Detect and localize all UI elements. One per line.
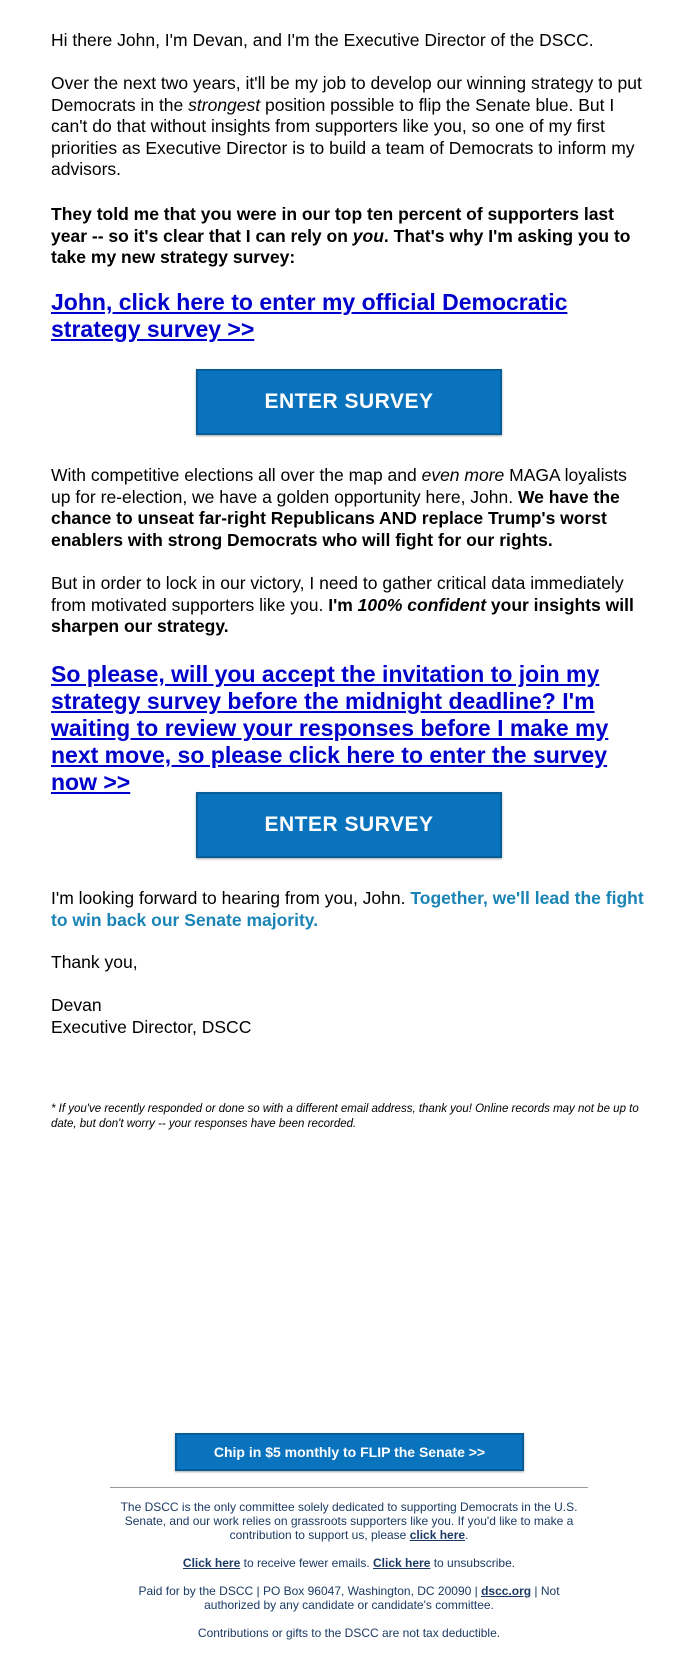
- closing-text: I'm looking forward to hearing from you, John.: [51, 888, 411, 908]
- ask-text-start: They told me that you were in our top ten percent of supporters last year -- so it's clear that I can rely on: [51, 204, 614, 246]
- signature-name: Devan: [51, 995, 102, 1015]
- footer-tax: Contributions or gifts to the DSCC are not tax deductible.: [197, 1626, 501, 1640]
- fewer-emails-text: to receive fewer emails.: [240, 1556, 373, 1570]
- intro-paragraph: [51, 73, 651, 181]
- footer: [110, 1500, 588, 1654]
- enter-survey-button-1[interactable]: ENTER SURVEY: [196, 369, 502, 435]
- greeting-paragraph: Hi there John, I'm Devan, and I'm the Executive Director of the DSCC.: [51, 30, 594, 50]
- data-bold-end: your insights will sharpen our strategy.: [51, 594, 634, 636]
- closing-paragraph: [51, 888, 651, 931]
- footer-about-text: The DSCC is the only committee solely dedicated to supporting Democrats in the U.S. Senate, and our work relies on grassroots supporters like you. If you'd like to make a contribution to support us, please: [120, 1500, 578, 1542]
- fewer-emails-link[interactable]: Click here: [182, 1556, 241, 1570]
- enter-survey-button-2[interactable]: ENTER SURVEY: [196, 792, 502, 858]
- footer-about-end: .: [465, 1528, 469, 1542]
- intro-emphasis: strongest: [188, 94, 261, 115]
- elections-text-start: With competitive elections all over the map and: [51, 465, 422, 485]
- survey-link-2[interactable]: So please, will you accept the invitation to join my strategy survey before the midnight deadline? I'm waiting to review your responses before I make my next move, so please click here to enter the survey now >>: [51, 661, 609, 795]
- ask-paragraph: [51, 204, 651, 269]
- footer-about: [110, 1500, 588, 1542]
- contribute-link[interactable]: click here: [409, 1528, 466, 1542]
- paid-for-text-end: | Not authorized by any candidate or candidate's committee.: [204, 1584, 560, 1612]
- data-bold-start: I'm: [328, 594, 358, 615]
- intro-text-end: position possible to flip the Senate blue. But I can't do that without insights from supporters like you, so one of my first priorities as Executive Director is to build a team of Democrats to inform my advisors.: [51, 94, 635, 179]
- disclaimer: * If you've recently responded or done so with a different email address, thank you! Online records may not be up to date, but don't worry -- your responses have been recorded.: [51, 1103, 639, 1130]
- chip-in-button[interactable]: Chip in $5 monthly to FLIP the Senate >>: [175, 1433, 524, 1471]
- survey-link-1[interactable]: John, click here to enter my official Democratic strategy survey >>: [51, 289, 568, 342]
- ask-emphasis: you: [352, 225, 384, 246]
- signature-title: Executive Director, DSCC: [51, 1016, 252, 1037]
- closing-highlight: Together, we'll lead the fight to win back our Senate majority.: [51, 888, 644, 930]
- unsubscribe-text: to unsubscribe.: [430, 1556, 516, 1570]
- footer-divider: [110, 1487, 588, 1488]
- elections-bold: We have the chance to unseat far-right Republicans AND replace Trump's worst enablers with strong Democrats who will fight for our rights.: [51, 486, 620, 550]
- footer-email-prefs: [110, 1556, 588, 1570]
- dscc-site-link[interactable]: dscc.org: [481, 1584, 532, 1598]
- data-paragraph: [51, 573, 651, 638]
- intro-text-start: Over the next two years, it'll be my job to develop our winning strategy to put Democrats in the: [51, 73, 642, 115]
- elections-paragraph: [51, 465, 651, 551]
- footer-paid-for: [110, 1584, 588, 1612]
- paid-for-text: Paid for by the DSCC | PO Box 96047, Washington, DC 20090 |: [138, 1584, 482, 1598]
- thank-you: Thank you,: [51, 952, 138, 972]
- data-text-start: But in order to lock in our victory, I need to gather critical data immediately from motivated supporters like you.: [51, 573, 624, 615]
- signature: [51, 995, 251, 1038]
- unsubscribe-link[interactable]: Click here: [373, 1556, 431, 1570]
- elections-emphasis: even more: [421, 465, 505, 485]
- data-bold-italic: 100% confident: [357, 594, 487, 615]
- elections-text-mid: MAGA loyalists up for re-election, we have a golden opportunity here, John.: [51, 465, 627, 507]
- ask-text-end: . That's why I'm asking you to take my new strategy survey:: [51, 225, 631, 267]
